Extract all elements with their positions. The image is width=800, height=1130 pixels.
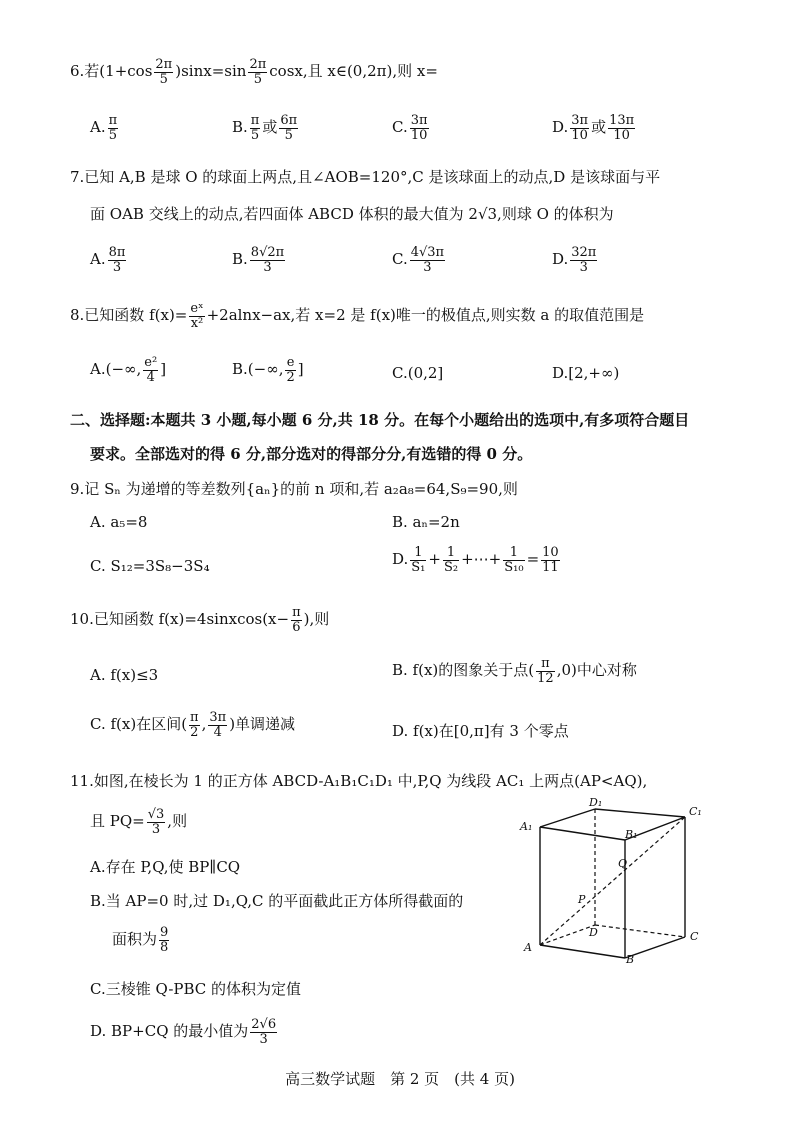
q6-option-b: B. $\frac{\pi}{5}$ 或 $\frac{6\pi}{5}$ [232, 113, 298, 143]
q9-option-b: B. aₙ=2n [392, 513, 460, 531]
section2-line2: 要求。全部选对的得 6 分,部分选对的得部分分,有选错的得 0 分。 [90, 445, 533, 463]
q10-option-c: C. f(x)在区间( $\frac{\pi}{2}$ , $\frac{3\pi}{4}$ )单调递减 [90, 710, 296, 740]
label-p: P [578, 893, 586, 906]
q8-frac: $\frac{\text{eˣ}}{\text{x²}}$ [190, 301, 204, 331]
q8-option-a: A.(−∞, $\frac{\text{e²}}{4}$ ] [90, 355, 167, 385]
q8-option-c: C.(0,2] [392, 364, 444, 382]
q7-option-b: B. $\frac{8√2\pi}{3}$ [232, 245, 285, 275]
q9-option-a: A. a₅=8 [90, 513, 148, 531]
q6-option-d: D. $\frac{3\pi}{10}$ 或 $\frac{13\pi}{10}$ [552, 113, 635, 143]
q8-option-b: B.(−∞, $\frac{e}{2}$ ] [232, 355, 304, 385]
edge-ad-hidden [540, 925, 595, 945]
label-b1: B₁ [625, 828, 638, 841]
label-c1: C₁ [689, 805, 702, 818]
label-d: D [589, 926, 598, 939]
q8-stem: 8.已知函数 f(x)= $\frac{\text{eˣ}}{\text{x²}}$ +2alnx−ax,若 x=2 是 f(x)唯一的极值点,则实数 a 的取值范围是 [70, 301, 645, 331]
label-a: A [524, 941, 532, 954]
q9-stem: 9.记 Sₙ 为递增的等差数列{aₙ}的前 n 项和,若 a₂a₈=64,S₉=90,则 [70, 480, 518, 498]
q6-option-a: A. $\frac{\pi}{5}$ [90, 113, 118, 143]
label-q: Q [618, 857, 628, 870]
q11-line2: 且 PQ= $\frac{√3}{3}$ ,则 [90, 807, 188, 837]
q10-option-d: D. f(x)在[0,π]有 3 个零点 [392, 722, 569, 740]
q6-frac2: $\frac{2\pi}{5}$ [249, 57, 267, 87]
page-footer: 高三数学试题 第 2 页 (共 4 页) [285, 1070, 515, 1088]
q9-option-c: C. S₁₂=3S₈−3S₄ [90, 557, 210, 575]
diagonal-ac1 [540, 817, 685, 945]
q10-stem: 10.已知函数 f(x)=4sinxcos(x− $\frac{\pi}{6}$ ),则 [70, 605, 330, 635]
q7-line1: 7.已知 A,B 是球 O 的球面上两点,且∠AOB=120°,C 是该球面上的动点,D 是该球面与平 [70, 168, 661, 186]
q7-option-d: D. $\frac{32\pi}{3}$ [552, 245, 597, 275]
edge-a1d1 [540, 809, 595, 827]
section2-line1: 二、选择题:本题共 3 小题,每小题 6 分,共 18 分。在每个小题给出的选项中,有多项符合题目 [70, 411, 690, 429]
q11-line1: 11.如图,在棱长为 1 的正方体 ABCD-A₁B₁C₁D₁ 中,P,Q 为线段 AC₁ 上两点(AP<AQ), [70, 772, 648, 790]
label-d1: D₁ [589, 796, 603, 809]
q10-option-a: A. f(x)≤3 [90, 666, 159, 684]
q6-stem-prefix: 6.若(1+cos [70, 62, 153, 81]
q7-option-a: A. $\frac{8\pi}{3}$ [90, 245, 126, 275]
edge-dc-hidden [595, 925, 685, 937]
q6-stem [70, 58, 438, 86]
q11-option-a: A.存在 P,Q,使 BP∥CQ [90, 858, 241, 876]
q6-stem-mid: )sinx=sin [175, 62, 247, 81]
q6-option-c: C. $\frac{3\pi}{10}$ [392, 113, 428, 143]
edge-d1c1 [595, 809, 685, 817]
q11-option-d: D. BP+CQ 的最小值为 $\frac{2√6}{3}$ [90, 1017, 277, 1047]
cube-figure [510, 795, 715, 965]
q10-option-b: B. f(x)的图象关于点( $\frac{\pi}{12}$ ,0)中心对称 [392, 656, 637, 686]
q7-line2: 面 OAB 交线上的动点,若四面体 ABCD 体积的最大值为 2√3,则球 O 的体积为 [90, 205, 614, 223]
label-a1: A₁ [520, 820, 533, 833]
q9-option-d: D. $\frac{1}{\text{S₁}}$ + $\frac{1}{\text{S₂}}$ +⋯+ $\frac{1}{\text{S₁₀}}$ = $\frac{10}{11}$ [392, 545, 559, 575]
label-c: C [690, 930, 699, 943]
q11-option-c: C.三棱锥 Q-PBC 的体积为定值 [90, 980, 302, 998]
edge-a1b1 [540, 827, 625, 840]
q8-option-d: D.[2,+∞) [552, 364, 620, 382]
q7-option-c: C. $\frac{4√3\pi}{3}$ [392, 245, 445, 275]
q6-stem-end: cosx,且 x∈(0,2π),则 x= [269, 62, 438, 81]
label-b: B [626, 953, 635, 965]
q6-frac1: $\frac{2\pi}{5}$ [155, 57, 173, 87]
q11-option-b-line2: 面积为 $\frac{9}{8}$ [112, 925, 169, 955]
edge-ab [540, 945, 625, 958]
q11-option-b-line1: B.当 AP=0 时,过 D₁,Q,C 的平面截此正方体所得截面的 [90, 892, 464, 910]
